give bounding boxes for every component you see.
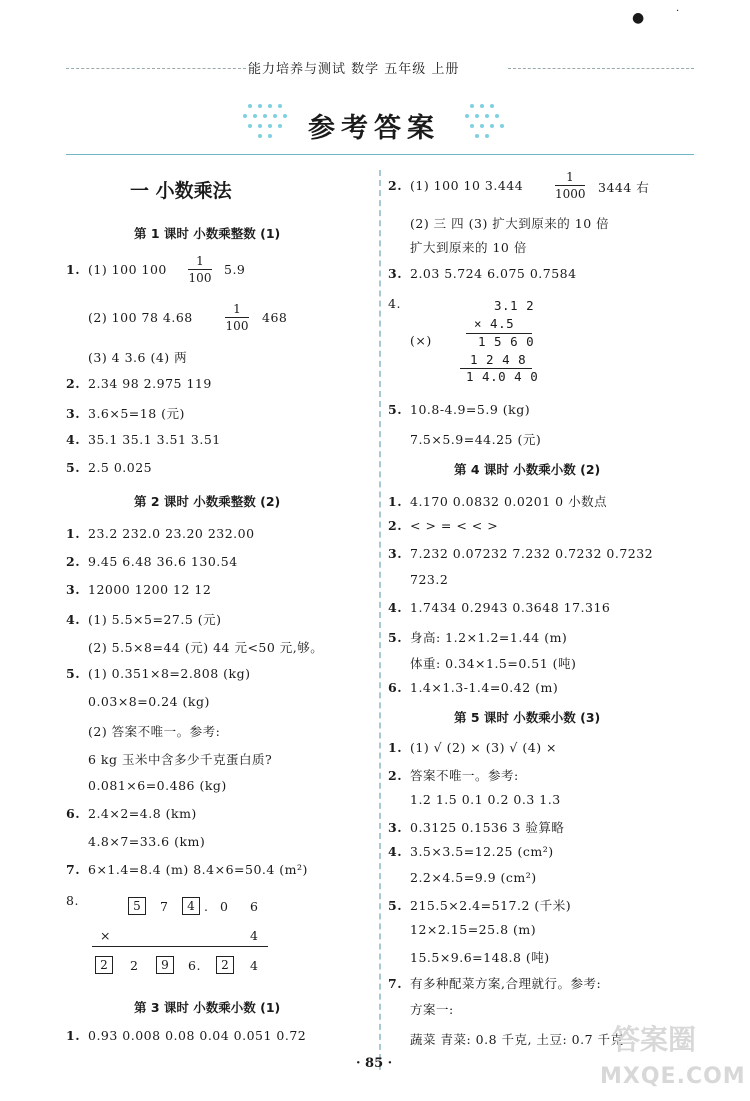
answer-2-q5c: (2) 答案不唯一。参考: [88,724,221,739]
calc-line [92,946,268,947]
answer-1-q2: 2. 2.34 98 2.975 119 [66,376,212,391]
column-divider [379,170,381,1070]
lesson-4-heading: 第 4 课时 小数乘小数 (2) [454,462,601,477]
answer-5-q2a: 2. 答案不唯一。参考: [388,768,519,783]
answer-2-q7: 7. 6×1.4=8.4 (m) 8.4×6=50.4 (m²) [66,862,308,877]
digit-box: 2 [216,956,234,974]
answer-4-q4: 4. 1.7434 0.2943 0.3648 17.316 [388,600,611,615]
answer-5-q6: 15.5×9.6=148.8 (吨) [410,950,550,965]
answer-3-q3: 3. 2.03 5.724 6.075 0.7584 [388,266,577,281]
answer-2-q5d: 6 kg 玉米中含多少千克蛋白质? [88,752,273,767]
answer-2-q6a: 6. 2.4×2=4.8 (km) [66,806,197,821]
digit: . [204,899,209,914]
answer-4-q2: 2. < > = < < > [388,518,499,533]
vertical-calc-row: 1 2 4 8 [470,352,527,367]
answer-4-q5a: 5. 身高: 1.2×1.2=1.44 (m) [388,630,568,645]
answer-3-q4-number: 4. [388,296,401,311]
answer-5-q5a: 5. 215.5×2.4=517.2 (千米) [388,898,572,913]
answer-2-q2: 2. 9.45 6.48 36.6 130.54 [66,554,238,569]
answer-5-q4b: 2.2×4.5=9.9 (cm²) [410,870,537,885]
answer-2-q4a: 4. (1) 5.5×5=27.5 (元) [66,612,222,627]
answer-5-q3: 3. 0.3125 0.1536 3 验算略 [388,820,565,835]
section-title: 一 小数乘法 [130,180,232,202]
answer-4-q5b: 体重: 0.34×1.5=0.51 (吨) [410,656,577,671]
header-rule-left [66,68,246,69]
digit-box: 4 [182,897,200,915]
answer-1-q4: 4. 35.1 35.1 3.51 3.51 [66,432,221,447]
vertical-calc-row: 3.1 2 [494,298,535,313]
lesson-1-heading: 第 1 课时 小数乘整数 (1) [134,226,281,241]
answer-4-q6: 6. 1.4×1.3-1.4=0.42 (m) [388,680,559,695]
answer-3-q2a: 2. (1) 100 10 3.444 [388,178,524,193]
answer-1-2-tail: 468 [262,310,288,325]
header-rule-right [508,68,694,69]
lesson-2-heading: 第 2 课时 小数乘整数 (2) [134,494,281,509]
answer-3-q2b: (2) 三 四 (3) 扩大到原来的 10 倍 [410,216,610,231]
answer-2-q5a: 5. (1) 0.351×8=2.808 (kg) [66,666,251,681]
answer-5-q2b: 1.2 1.5 0.1 0.2 0.3 1.3 [410,792,561,807]
answer-2-q1: 1. 23.2 232.0 23.20 232.00 [66,526,255,541]
answer-2-q5e: 0.081×6=0.486 (kg) [88,778,227,793]
digit: 7 [160,899,169,914]
multiply-sign: × [100,928,111,943]
watermark-logo: 答案圈 [612,1023,697,1056]
digit: 4 [250,958,259,973]
vertical-calc-row: 1 4.0 4 0 [466,369,539,384]
answer-2-q8-number: 8. [66,893,79,908]
answer-5-q5b: 12×2.15=25.8 (m) [410,922,537,937]
page-title: 参考答案 [308,113,440,144]
digit: 2 [130,958,139,973]
answer-2-q6b: 4.8×7=33.6 (km) [88,834,206,849]
answer-3-q4-mark: (×) [410,333,432,348]
multiplier: 4 [250,928,259,943]
answer-2-q3: 3. 12000 1200 12 12 [66,582,212,597]
answer-5-q4a: 4. 3.5×3.5=12.25 (cm²) [388,844,554,859]
answer-3-q5b: 7.5×5.9=44.25 (元) [410,432,542,447]
answer-1-1-tail: 5.9 [224,262,246,277]
answer-5-q7b: 方案一: [410,1002,454,1017]
answer-1-1: 1. (1) 100 100 [66,262,167,277]
answer-3-q2c: 扩大到原来的 10 倍 [410,240,527,255]
page-number: · 85 · [356,1056,393,1071]
answer-2-q5b: 0.03×8=0.24 (kg) [88,694,210,709]
watermark-url: MXQE.COM [600,1064,746,1089]
answer-1-2: (2) 100 78 4.68 [88,310,193,325]
answer-1-q3: 3. 3.6×5=18 (元) [66,406,185,421]
vertical-calc-row: × 4.5 [474,316,515,331]
running-title: 能力培养与测试 数学 五年级 上册 [248,62,460,77]
digit-box: 5 [128,897,146,915]
digit: 0 [220,899,229,914]
corner-mark-icon: · [676,6,680,17]
digit: 6 [250,899,259,914]
answer-4-q3b: 723.2 [410,572,449,587]
answer-1-3: (3) 4 3.6 (4) 两 [88,350,188,365]
answer-4-q3a: 3. 7.232 0.07232 7.232 0.7232 0.7232 [388,546,654,561]
title-underline [66,154,694,155]
answer-3-q1: 1. 0.93 0.008 0.08 0.04 0.051 0.72 [66,1028,307,1043]
vertical-calc-row: 1 5 6 0 [478,334,535,349]
lesson-5-heading: 第 5 课时 小数乘小数 (3) [454,710,601,725]
answer-5-q7c: 蔬菜 青菜: 0.8 千克, 土豆: 0.7 千克 [410,1032,624,1047]
lesson-3-heading: 第 3 课时 小数乘小数 (1) [134,1000,281,1015]
digit: 6. [188,958,201,973]
answer-3-q2a-tail: 3444 右 [598,180,650,195]
answer-4-q1: 1. 4.170 0.0832 0.0201 0 小数点 [388,494,608,509]
fraction-1-100-b: 1 100 [225,302,249,333]
answer-5-q1: 1. (1) √ (2) × (3) √ (4) × [388,740,558,755]
answer-1-q5: 5. 2.5 0.025 [66,460,153,475]
answer-3-q5a: 5. 10.8-4.9=5.9 (kg) [388,402,531,417]
answer-5-q7a: 7. 有多种配菜方案,合理就行。参考: [388,976,602,991]
digit-box: 2 [95,956,113,974]
fraction-1-100: 1 100 [188,254,212,285]
corner-dot-icon: ● [632,10,645,26]
answer-2-q4b: (2) 5.5×8=44 (元) 44 元<50 元,够。 [88,640,324,655]
fraction-1-1000: 1 1000 [555,170,586,201]
digit-box: 9 [156,956,174,974]
